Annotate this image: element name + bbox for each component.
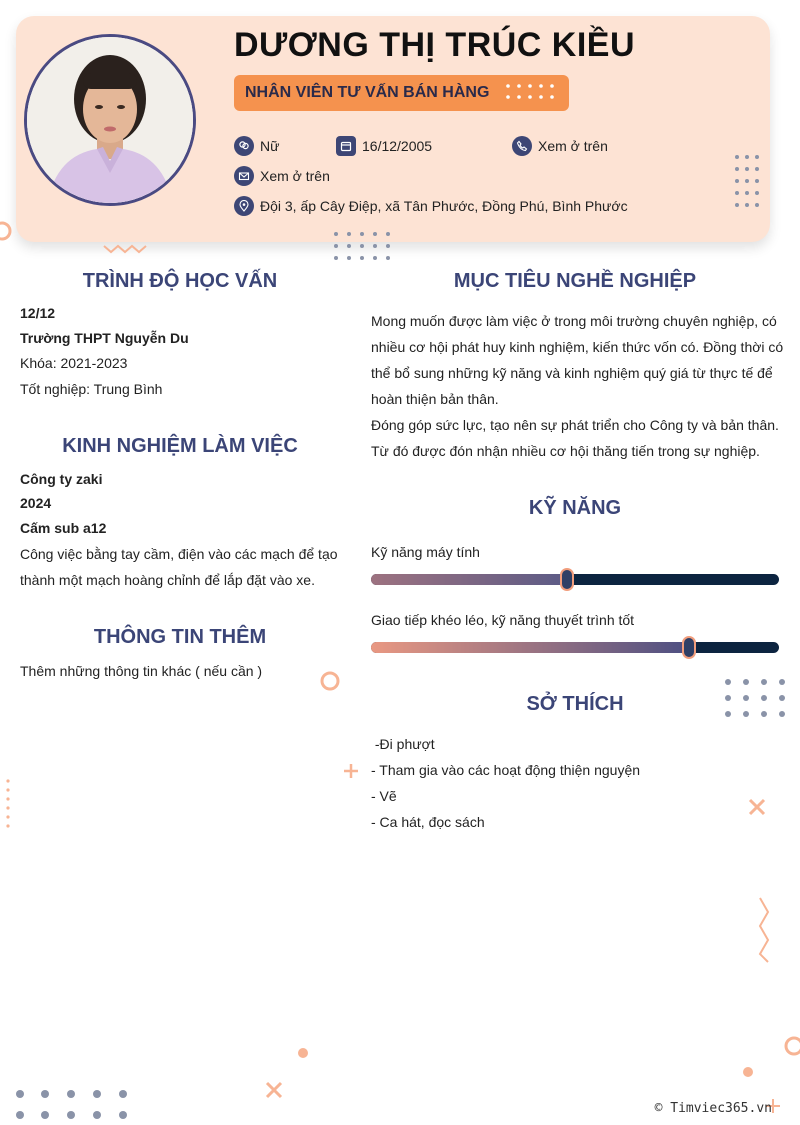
objective-line: Đóng góp sức lực, tạo nên sự phát triển cho Công ty và bản thân.	[371, 417, 779, 433]
education-grade: Tốt nghiệp: Trung Bình	[20, 381, 163, 397]
objective-heading: MỤC TIÊU NGHỀ NGHIỆP	[453, 270, 697, 292]
objective-line: thể bổ sung những kỹ năng và kinh nghiệm quý giá từ thực tế để	[371, 365, 773, 381]
experience-desc-line: thành một mạch hoàng chỉnh để lắp đặt vào xe.	[20, 572, 315, 588]
skill-label: Giao tiếp khéo léo, kỹ năng thuyết trình tốt	[371, 612, 635, 628]
objective-line: Mong muốn được làm việc ở trong môi trường chuyên nghiệp, có	[371, 313, 777, 329]
candidate-name: DƯƠNG THỊ TRÚC KIỀU	[234, 26, 636, 64]
education-school: Trường THPT Nguyễn Du	[20, 330, 189, 346]
skills-heading: KỸ NĂNG	[528, 497, 622, 519]
experience-heading: KINH NGHIỆM LÀM VIỆC	[62, 435, 298, 457]
objective-line: nhiều cơ hội phát huy kinh nghiệm, kiến thức vốn có. Đồng thời có	[371, 339, 784, 355]
education-heading: TRÌNH ĐỘ HỌC VẤN	[82, 270, 278, 292]
hobby-item: - Ca hát, đọc sách	[371, 814, 485, 830]
hobby-item: -Đi phượt	[371, 736, 435, 752]
extra-info-text: Thêm những thông tin khác ( nếu cần )	[20, 663, 263, 679]
hobbies-heading: SỞ THÍCH	[526, 693, 624, 715]
footer-credit: © Timviec365.vn	[654, 1101, 772, 1116]
job-title: NHÂN VIÊN TƯ VẤN BÁN HÀNG	[245, 84, 490, 101]
experience-desc-line: Công việc bằng tay cầm, điện vào các mạch để tạo	[20, 546, 338, 562]
education-level: 12/12	[20, 305, 56, 321]
birthday-value: 16/12/2005	[362, 138, 433, 154]
experience-year: 2024	[20, 495, 52, 511]
experience-company: Công ty zaki	[20, 471, 103, 487]
experience-position: Cấm sub a12	[20, 520, 107, 536]
gender-value: Nữ	[260, 138, 280, 154]
objective-line: Từ đó được đón nhận nhiều cơ hội thăng tiến trong sự nghiệp.	[371, 443, 760, 459]
education-years: Khóa: 2021-2023	[20, 355, 128, 371]
skill-label: Kỹ năng máy tính	[371, 544, 480, 560]
address-value: Đội 3, ấp Cây Điệp, xã Tân Phước, Đồng Phú, Bình Phước	[260, 198, 628, 214]
hobby-item: - Vẽ	[371, 788, 397, 804]
email-value: Xem ở trên	[260, 168, 330, 184]
phone-value: Xem ở trên	[538, 138, 608, 154]
hobby-item: - Tham gia vào các hoạt động thiện nguyện	[371, 762, 641, 778]
extra-info-heading: THÔNG TIN THÊM	[93, 626, 267, 648]
objective-line: hoàn thiện bản thân.	[371, 391, 499, 407]
